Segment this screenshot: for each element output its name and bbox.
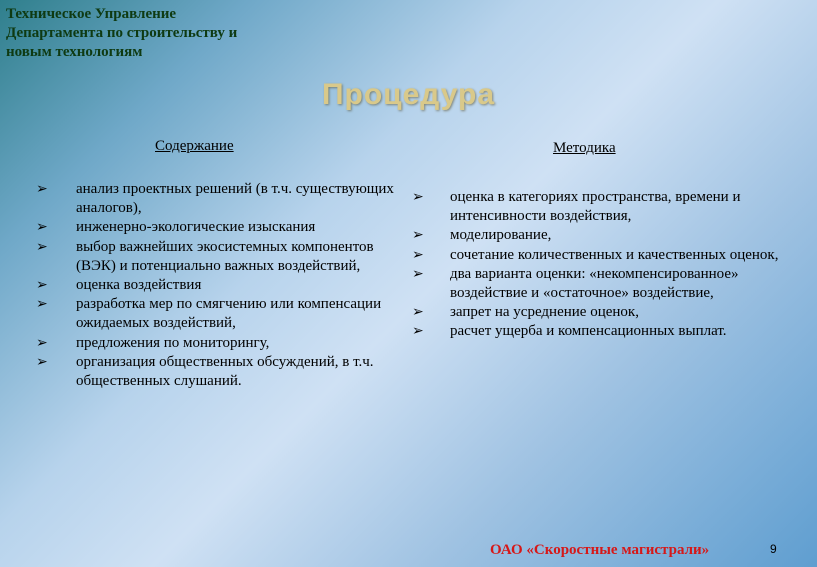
org-line: Департамента по строительству и [6, 25, 238, 41]
list-item: ➢ предложения по мониторингу, [36, 334, 270, 351]
method-list [412, 188, 792, 342]
method-column-heading: Методика [553, 140, 616, 156]
organization-header [6, 5, 306, 62]
arrow-bullet-icon: ➢ [412, 265, 424, 282]
content-list [36, 180, 396, 391]
arrow-bullet-icon: ➢ [36, 219, 48, 236]
list-item: ➢ два варианта оценки: «некомпенсированное» воздействие и «остаточное» воздействие, [412, 265, 739, 302]
list-item: ➢ оценка в категориях пространства, времени и интенсивности воздействия, [412, 189, 741, 225]
list-item: ➢ сочетание количественных и качественных оценок, [412, 246, 779, 263]
arrow-bullet-icon: ➢ [412, 304, 424, 321]
arrow-bullet-icon: ➢ [36, 334, 48, 351]
arrow-bullet-icon: ➢ [412, 246, 424, 263]
list-item: ➢ моделирование, [412, 227, 552, 244]
arrow-bullet-icon: ➢ [36, 277, 48, 294]
arrow-bullet-icon: ➢ [36, 296, 48, 313]
arrow-bullet-icon: ➢ [412, 323, 424, 340]
list-item: ➢ выбор важнейших экосистемных компонентов (ВЭК) и потенциально важных воздействий, [36, 238, 374, 274]
arrow-bullet-icon: ➢ [36, 181, 48, 197]
org-line: новым технологиям [6, 44, 143, 60]
content-column-heading: Содержание [155, 138, 234, 154]
org-line: Техническое Управление [6, 6, 177, 22]
page-number: 9 [770, 542, 777, 556]
arrow-bullet-icon: ➢ [36, 238, 48, 255]
arrow-bullet-icon: ➢ [412, 189, 424, 205]
list-item: ➢ анализ проектных решений (в т.ч. существующих аналогов), [36, 181, 394, 217]
slide-title: Процедура [321, 78, 496, 111]
list-item: ➢ организация общественных обсуждений, в т.ч. общественных слушаний. [36, 353, 374, 390]
list-item: ➢ инженерно-экологические изыскания [36, 219, 316, 236]
list-item: ➢ разработка мер по смягчению или компенсации ожидаемых воздействий, [36, 296, 382, 332]
list-item: ➢ оценка воздействия [36, 277, 202, 294]
list-item: ➢ запрет на усреднение оценок, [412, 304, 639, 321]
list-item: ➢ расчет ущерба и компенсационных выплат. [412, 323, 727, 340]
arrow-bullet-icon: ➢ [36, 353, 48, 370]
arrow-bullet-icon: ➢ [412, 227, 424, 244]
company-footer: ОАО «Скоростные магистрали» [490, 542, 710, 558]
